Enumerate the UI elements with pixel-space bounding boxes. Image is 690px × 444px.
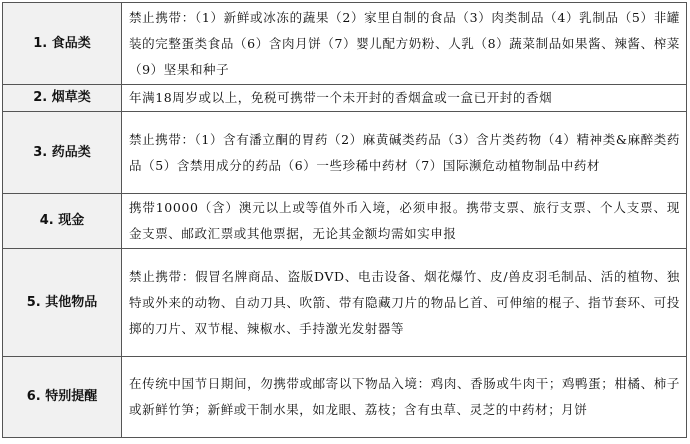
table-row-cash — [3, 194, 687, 249]
table-row-food — [3, 3, 687, 85]
content-cell: 禁止携带：（1）新鲜或冰冻的蔬果（2）家里自制的食品（3）肉类制品（4）乳制品（5）非罐装的完整蛋类食品（6）含肉月饼（7）婴儿配方奶粉、人乳（8）蔬菜制品如果酱、辣酱、榨菜（9）坚果和种子 — [122, 3, 687, 85]
table-row-special-reminder — [3, 357, 687, 438]
category-cell: 4. 现金 — [3, 194, 122, 249]
content-cell: 禁止携带：假冒名牌商品、盗版DVD、电击设备、烟花爆竹、皮/兽皮羽毛制品、活的植物、独特或外来的动物、自动刀具、吹箭、带有隐藏刀片的物品匕首、可伸缩的棍子、指节套环、可投掷的刀片、双节棍、辣椒水、手持激光发射器等 — [122, 249, 687, 357]
content-cell: 携带10000（含）澳元以上或等值外币入境，必须申报。携带支票、旅行支票、个人支票、现金支票、邮政汇票或其他票据，无论其金额均需如实申报 — [122, 194, 687, 249]
category-cell: 3. 药品类 — [3, 112, 122, 194]
table-row-medicine — [3, 112, 687, 194]
content-cell: 禁止携带：（1）含有潘立酮的胃药（2）麻黄碱类药品（3）含片类药物（4）精神类&麻醉类药品（5）含禁用成分的药品（6）一些珍稀中药材（7）国际濒危动植物制品中药材 — [122, 112, 687, 194]
content-cell: 在传统中国节日期间，勿携带或邮寄以下物品入境：鸡肉、香肠或牛肉干；鸡鸭蛋；柑橘、柿子或新鲜竹笋；新鲜或干制水果，如龙眼、荔枝；含有虫草、灵芝的中药材；月饼 — [122, 357, 687, 438]
category-cell: 2. 烟草类 — [3, 85, 122, 112]
customs-items-table — [2, 2, 687, 438]
category-cell: 6. 特别提醒 — [3, 357, 122, 438]
table-row-other-items — [3, 249, 687, 357]
table-row-tobacco — [3, 85, 687, 112]
content-cell: 年满18周岁或以上，免税可携带一个未开封的香烟盒或一盒已开封的香烟 — [122, 85, 687, 112]
category-cell: 5. 其他物品 — [3, 249, 122, 357]
category-cell: 1. 食品类 — [3, 3, 122, 85]
